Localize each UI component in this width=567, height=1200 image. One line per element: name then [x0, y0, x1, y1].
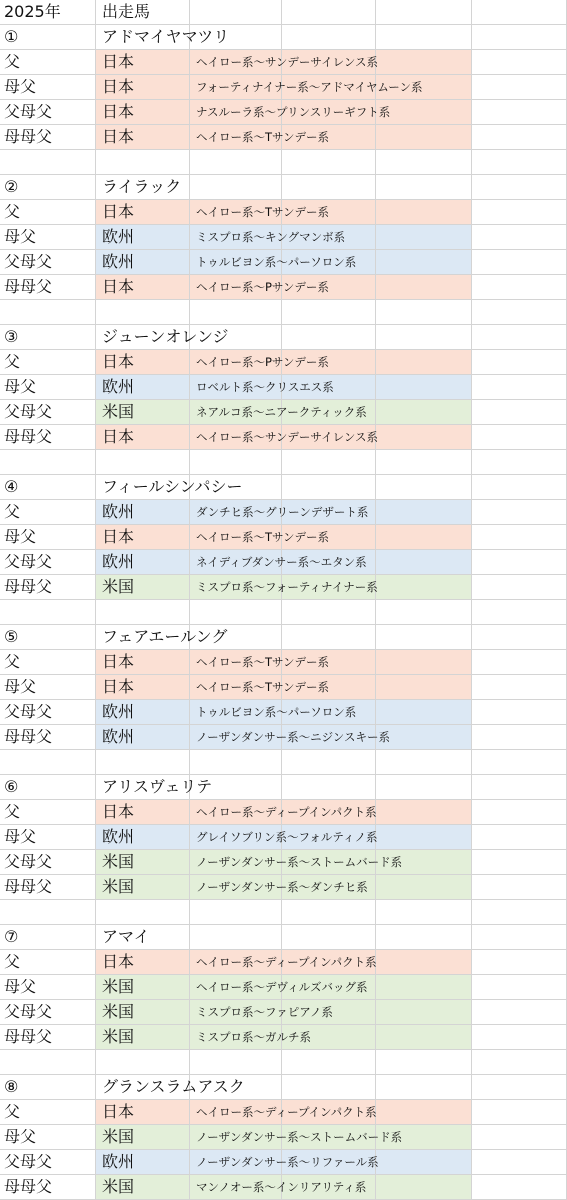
horse-number: ⑤ — [4, 627, 19, 646]
grid-cell[interactable] — [472, 1100, 567, 1124]
relation-label: 母父 — [4, 1127, 37, 1146]
grid-cell[interactable] — [96, 450, 190, 474]
sire-line: ヘイロー系〜Pサンデー系 — [196, 355, 329, 369]
pedigree-row — [0, 875, 567, 900]
sire-line: マンノオー系〜インリアリティ系 — [196, 1180, 367, 1194]
region-label: 米国 — [102, 977, 135, 996]
grid-cell[interactable] — [376, 525, 472, 549]
grid-cell[interactable] — [472, 975, 567, 999]
grid-cell[interactable] — [376, 725, 472, 749]
region-label: 日本 — [102, 677, 135, 696]
horse-number: ② — [4, 177, 19, 196]
grid-cell[interactable] — [96, 150, 190, 174]
grid-cell[interactable] — [376, 25, 472, 49]
cell-year[interactable] — [0, 0, 96, 24]
pedigree-row — [0, 800, 567, 825]
region-label: 米国 — [102, 402, 135, 421]
grid-cell[interactable] — [376, 675, 472, 699]
pedigree-row — [0, 400, 567, 425]
grid-cell[interactable] — [472, 850, 567, 874]
grid-cell[interactable] — [282, 25, 376, 49]
grid-cell[interactable] — [376, 325, 472, 349]
sire-line: トゥルビヨン系〜パーソロン系 — [196, 255, 357, 269]
region-label: 欧州 — [102, 727, 135, 746]
grid-cell[interactable] — [472, 750, 567, 774]
sire-line: ヘイロー系〜ディープインパクト系 — [196, 805, 377, 819]
grid-cell[interactable] — [472, 150, 567, 174]
horse-title-row — [0, 475, 567, 500]
relation-label: 母母父 — [4, 727, 53, 746]
horse-name: アマイ — [102, 927, 150, 946]
grid-cell[interactable] — [472, 950, 567, 974]
relation-label: 父 — [4, 202, 21, 221]
grid-cell[interactable] — [376, 250, 472, 274]
grid-cell[interactable] — [376, 925, 472, 949]
sire-line: ヘイロー系〜デヴィルズバッグ系 — [196, 980, 368, 994]
region-label: 欧州 — [102, 502, 135, 521]
sire-line: ヘイロー系〜サンデーサイレンス系 — [196, 55, 378, 69]
blank-row — [0, 1050, 567, 1075]
pedigree-row — [0, 1025, 567, 1050]
grid-cell[interactable] — [190, 300, 282, 324]
grid-cell[interactable] — [472, 1025, 567, 1049]
grid-cell[interactable] — [0, 750, 96, 774]
relation-label: 父 — [4, 1102, 21, 1121]
grid-cell[interactable] — [190, 600, 282, 624]
sire-line: ヘイロー系〜Tサンデー系 — [196, 530, 329, 544]
horse-name: アリスヴェリテ — [102, 777, 213, 796]
relation-label: 父母父 — [4, 102, 53, 121]
region-label: 欧州 — [102, 552, 135, 571]
grid-cell[interactable] — [376, 1025, 472, 1049]
grid-cell[interactable] — [376, 300, 472, 324]
region-label: 日本 — [102, 127, 135, 146]
blank-row — [0, 600, 567, 625]
grid-cell[interactable] — [96, 1050, 190, 1074]
grid-cell[interactable] — [472, 375, 567, 399]
grid-cell[interactable] — [376, 975, 472, 999]
horse-title-row — [0, 925, 567, 950]
pedigree-row — [0, 250, 567, 275]
pedigree-row — [0, 700, 567, 725]
grid-cell[interactable] — [376, 775, 472, 799]
relation-label: 父母父 — [4, 402, 53, 421]
relation-label: 母母父 — [4, 1027, 53, 1046]
horse-name: グランスラムアスク — [102, 1077, 245, 1096]
grid-cell[interactable] — [472, 525, 567, 549]
grid-cell[interactable] — [282, 475, 376, 499]
pedigree-row — [0, 1150, 567, 1175]
pedigree-row — [0, 500, 567, 525]
sire-line: ミスプロ系〜ファピアノ系 — [196, 1005, 333, 1019]
grid-cell[interactable] — [376, 175, 472, 199]
cell-empty[interactable] — [190, 0, 282, 24]
grid-cell[interactable] — [190, 450, 282, 474]
horse-number: ⑥ — [4, 777, 19, 796]
grid-cell[interactable] — [472, 875, 567, 899]
grid-cell[interactable] — [376, 375, 472, 399]
relation-label: 父 — [4, 52, 21, 71]
region-label: 日本 — [102, 52, 135, 71]
sire-line: ヘイロー系〜サンデーサイレンス系 — [196, 430, 378, 444]
grid-cell[interactable] — [376, 150, 472, 174]
grid-cell[interactable] — [472, 900, 567, 924]
grid-cell[interactable] — [0, 450, 96, 474]
region-label: 日本 — [102, 352, 135, 371]
grid-cell[interactable] — [472, 125, 567, 149]
relation-label: 母母父 — [4, 277, 53, 296]
sire-line: ヘイロー系〜ディープインパクト系 — [196, 1105, 377, 1119]
sire-line: ノーザンダンサー系〜ストームバード系 — [196, 1130, 403, 1144]
relation-label: 母母父 — [4, 577, 53, 596]
sire-line: ロベルト系〜クリスエス系 — [196, 380, 334, 394]
grid-cell[interactable] — [0, 600, 96, 624]
grid-cell[interactable] — [96, 300, 190, 324]
grid-cell[interactable] — [282, 325, 376, 349]
grid-cell[interactable] — [472, 475, 567, 499]
relation-label: 父母父 — [4, 852, 53, 871]
pedigree-row — [0, 525, 567, 550]
horse-name: フェアエールング — [102, 627, 228, 646]
region-label: 日本 — [102, 202, 135, 221]
grid-cell[interactable] — [472, 775, 567, 799]
cell-empty[interactable] — [282, 0, 376, 24]
pedigree-row — [0, 975, 567, 1000]
relation-label: 父母父 — [4, 252, 53, 271]
grid-cell[interactable] — [282, 625, 376, 649]
relation-label: 父 — [4, 802, 21, 821]
grid-cell[interactable] — [376, 1075, 472, 1099]
column-title: 出走馬 — [102, 2, 151, 21]
horse-number: ① — [4, 27, 19, 46]
sire-line: ミスプロ系〜フォーティナイナー系 — [196, 580, 378, 594]
region-label: 欧州 — [102, 252, 135, 271]
grid-cell[interactable] — [376, 350, 472, 374]
pedigree-row — [0, 575, 567, 600]
pedigree-row — [0, 100, 567, 125]
grid-cell[interactable] — [472, 175, 567, 199]
grid-cell[interactable] — [472, 350, 567, 374]
grid-cell[interactable] — [376, 825, 472, 849]
horse-title-row — [0, 1075, 567, 1100]
sire-line: ヘイロー系〜Tサンデー系 — [196, 655, 329, 669]
region-label: 米国 — [102, 852, 135, 871]
sire-line: ミスプロ系〜キングマンボ系 — [196, 230, 346, 244]
header-row — [0, 0, 567, 25]
grid-cell[interactable] — [0, 1050, 96, 1074]
relation-label: 父 — [4, 652, 21, 671]
grid-cell[interactable] — [376, 100, 472, 124]
sire-line: ミスプロ系〜ガルチ系 — [196, 1030, 311, 1044]
grid-cell[interactable] — [472, 250, 567, 274]
region-label: 米国 — [102, 1027, 135, 1046]
grid-cell[interactable] — [190, 925, 282, 949]
relation-label: 母父 — [4, 77, 37, 96]
horse-title-row — [0, 175, 567, 200]
grid-cell[interactable] — [190, 1050, 282, 1074]
blank-row — [0, 300, 567, 325]
grid-cell[interactable] — [0, 300, 96, 324]
grid-cell[interactable] — [472, 500, 567, 524]
grid-cell[interactable] — [190, 900, 282, 924]
grid-cell[interactable] — [472, 650, 567, 674]
grid-cell[interactable] — [376, 500, 472, 524]
grid-cell[interactable] — [376, 800, 472, 824]
relation-label: 母父 — [4, 377, 37, 396]
sire-line: ヘイロー系〜Tサンデー系 — [196, 680, 329, 694]
grid-cell[interactable] — [96, 900, 190, 924]
pedigree-row — [0, 550, 567, 575]
sire-line: ノーザンダンサー系〜リファール系 — [196, 1155, 379, 1169]
horse-title-row — [0, 325, 567, 350]
grid-cell[interactable] — [376, 700, 472, 724]
grid-cell[interactable] — [472, 1125, 567, 1149]
pedigree-row — [0, 425, 567, 450]
grid-cell[interactable] — [282, 1075, 376, 1099]
grid-cell[interactable] — [376, 750, 472, 774]
grid-cell[interactable] — [376, 1050, 472, 1074]
grid-cell[interactable] — [472, 25, 567, 49]
grid-cell[interactable] — [0, 900, 96, 924]
grid-cell[interactable] — [190, 150, 282, 174]
blank-row — [0, 900, 567, 925]
sire-line: グレイソブリン系〜フォルティノ系 — [196, 830, 378, 844]
relation-label: 父母父 — [4, 702, 53, 721]
horse-title-row — [0, 25, 567, 50]
relation-label: 父 — [4, 352, 21, 371]
sire-line: ノーザンダンサー系〜ニジンスキー系 — [196, 730, 390, 744]
cell-column-title[interactable] — [96, 0, 190, 24]
grid-cell[interactable] — [472, 225, 567, 249]
grid-cell[interactable] — [472, 50, 567, 74]
grid-cell[interactable] — [472, 100, 567, 124]
cell-empty[interactable] — [376, 0, 472, 24]
region-label: 欧州 — [102, 377, 135, 396]
grid-cell[interactable] — [472, 575, 567, 599]
sire-line: ネアルコ系〜ニアークティック系 — [196, 405, 367, 419]
relation-label: 父母父 — [4, 1152, 53, 1171]
pedigree-row — [0, 350, 567, 375]
horse-name: アドマイヤマツリ — [102, 27, 230, 46]
grid-cell[interactable] — [282, 900, 376, 924]
grid-cell[interactable] — [376, 400, 472, 424]
sire-line: ヘイロー系〜Tサンデー系 — [196, 205, 329, 219]
grid-cell[interactable] — [472, 300, 567, 324]
grid-cell[interactable] — [376, 575, 472, 599]
relation-label: 父 — [4, 502, 21, 521]
grid-cell[interactable] — [472, 425, 567, 449]
horse-title-row — [0, 775, 567, 800]
relation-label: 母母父 — [4, 877, 53, 896]
grid-cell[interactable] — [282, 750, 376, 774]
relation-label: 母父 — [4, 227, 37, 246]
relation-label: 母父 — [4, 827, 37, 846]
grid-cell[interactable] — [472, 550, 567, 574]
sire-line: ノーザンダンサー系〜ダンチヒ系 — [196, 880, 368, 894]
region-label: 米国 — [102, 1177, 135, 1196]
grid-cell[interactable] — [376, 625, 472, 649]
grid-cell[interactable] — [472, 1050, 567, 1074]
pedigree-row — [0, 125, 567, 150]
sire-line: トゥルビヨン系〜パーソロン系 — [196, 705, 357, 719]
region-label: 日本 — [102, 427, 135, 446]
grid-cell[interactable] — [472, 725, 567, 749]
grid-cell[interactable] — [190, 175, 282, 199]
grid-cell[interactable] — [376, 50, 472, 74]
relation-label: 父 — [4, 952, 21, 971]
sire-line: ヘイロー系〜Pサンデー系 — [196, 280, 329, 294]
sire-line: ヘイロー系〜Tサンデー系 — [196, 130, 329, 144]
region-label: 欧州 — [102, 702, 135, 721]
grid-cell[interactable] — [376, 600, 472, 624]
grid-cell[interactable] — [472, 600, 567, 624]
region-label: 米国 — [102, 1127, 135, 1146]
sire-line: ネイディブダンサー系〜エタン系 — [196, 555, 367, 569]
pedigree-row — [0, 950, 567, 975]
pedigree-row — [0, 275, 567, 300]
grid-cell[interactable] — [282, 775, 376, 799]
horse-number: ③ — [4, 327, 19, 346]
pedigree-row — [0, 1125, 567, 1150]
grid-cell[interactable] — [376, 200, 472, 224]
pedigree-row — [0, 825, 567, 850]
relation-label: 母父 — [4, 527, 37, 546]
grid-cell[interactable] — [472, 400, 567, 424]
grid-cell[interactable] — [472, 325, 567, 349]
grid-cell[interactable] — [472, 675, 567, 699]
relation-label: 母父 — [4, 677, 37, 696]
grid-cell[interactable] — [472, 1075, 567, 1099]
pedigree-row — [0, 725, 567, 750]
sire-line: フォーティナイナー系〜アドマイヤムーン系 — [196, 80, 423, 94]
grid-cell[interactable] — [472, 625, 567, 649]
grid-cell[interactable] — [376, 275, 472, 299]
region-label: 欧州 — [102, 827, 135, 846]
region-label: 日本 — [102, 102, 135, 121]
sire-line: ヘイロー系〜ディープインパクト系 — [196, 955, 377, 969]
horse-number: ④ — [4, 477, 19, 496]
horse-title-row — [0, 625, 567, 650]
horse-number: ⑧ — [4, 1077, 19, 1096]
horse-number: ⑦ — [4, 927, 19, 946]
grid-cell[interactable] — [376, 125, 472, 149]
pedigree-row — [0, 1000, 567, 1025]
grid-cell[interactable] — [376, 425, 472, 449]
grid-cell[interactable] — [282, 150, 376, 174]
grid-cell[interactable] — [472, 1150, 567, 1174]
region-label: 日本 — [102, 527, 135, 546]
grid-cell[interactable] — [282, 1050, 376, 1074]
grid-cell[interactable] — [472, 450, 567, 474]
grid-cell[interactable] — [376, 1100, 472, 1124]
year-label: 2025年 — [4, 2, 61, 21]
grid-cell[interactable] — [282, 450, 376, 474]
grid-cell[interactable] — [376, 650, 472, 674]
grid-cell[interactable] — [376, 550, 472, 574]
grid-cell[interactable] — [376, 1000, 472, 1024]
grid-cell[interactable] — [282, 300, 376, 324]
grid-cell[interactable] — [96, 750, 190, 774]
grid-cell[interactable] — [190, 750, 282, 774]
blank-row — [0, 750, 567, 775]
pedigree-row — [0, 225, 567, 250]
grid-cell[interactable] — [472, 1175, 567, 1199]
grid-cell[interactable] — [472, 275, 567, 299]
sire-line: ノーザンダンサー系〜ストームバード系 — [196, 855, 403, 869]
pedigree-row — [0, 75, 567, 100]
relation-label: 母父 — [4, 977, 37, 996]
sire-line: ダンチヒ系〜グリーンデザート系 — [196, 505, 369, 519]
grid-cell[interactable] — [472, 825, 567, 849]
grid-cell[interactable] — [0, 150, 96, 174]
grid-cell[interactable] — [472, 1000, 567, 1024]
grid-cell[interactable] — [376, 1150, 472, 1174]
blank-row — [0, 150, 567, 175]
grid-cell[interactable] — [376, 950, 472, 974]
region-label: 米国 — [102, 1002, 135, 1021]
region-label: 日本 — [102, 952, 135, 971]
horse-name: フィールシンパシー — [102, 477, 243, 496]
region-label: 米国 — [102, 877, 135, 896]
grid-cell[interactable] — [472, 800, 567, 824]
grid-cell[interactable] — [472, 925, 567, 949]
relation-label: 母母父 — [4, 127, 53, 146]
grid-cell[interactable] — [472, 75, 567, 99]
horse-name: ライラック — [102, 177, 182, 196]
grid-cell[interactable] — [376, 875, 472, 899]
relation-label: 母母父 — [4, 427, 53, 446]
pedigree-row — [0, 850, 567, 875]
relation-label: 父母父 — [4, 552, 53, 571]
grid-cell[interactable] — [282, 600, 376, 624]
grid-cell[interactable] — [96, 600, 190, 624]
horse-name: ジューンオレンジ — [102, 327, 229, 346]
grid-cell[interactable] — [376, 225, 472, 249]
relation-label: 母母父 — [4, 1177, 53, 1196]
grid-cell[interactable] — [376, 900, 472, 924]
grid-cell[interactable] — [376, 1175, 472, 1199]
sire-line: ナスルーラ系〜プリンスリーギフト系 — [196, 105, 391, 119]
grid-cell[interactable] — [282, 925, 376, 949]
region-label: 日本 — [102, 1102, 135, 1121]
pedigree-row — [0, 1100, 567, 1125]
grid-cell[interactable] — [472, 200, 567, 224]
blank-row — [0, 450, 567, 475]
relation-label: 父母父 — [4, 1002, 53, 1021]
region-label: 欧州 — [102, 227, 135, 246]
pedigree-row — [0, 50, 567, 75]
region-label: 日本 — [102, 277, 135, 296]
grid-cell[interactable] — [282, 175, 376, 199]
region-label: 日本 — [102, 77, 135, 96]
region-label: 日本 — [102, 802, 135, 821]
region-label: 米国 — [102, 577, 135, 596]
grid-cell[interactable] — [376, 475, 472, 499]
cell-empty[interactable] — [472, 0, 567, 24]
pedigree-row — [0, 200, 567, 225]
pedigree-row — [0, 650, 567, 675]
grid-cell[interactable] — [472, 700, 567, 724]
pedigree-row — [0, 675, 567, 700]
pedigree-row — [0, 1175, 567, 1200]
grid-cell[interactable] — [376, 450, 472, 474]
region-label: 日本 — [102, 652, 135, 671]
region-label: 欧州 — [102, 1152, 135, 1171]
pedigree-row — [0, 375, 567, 400]
